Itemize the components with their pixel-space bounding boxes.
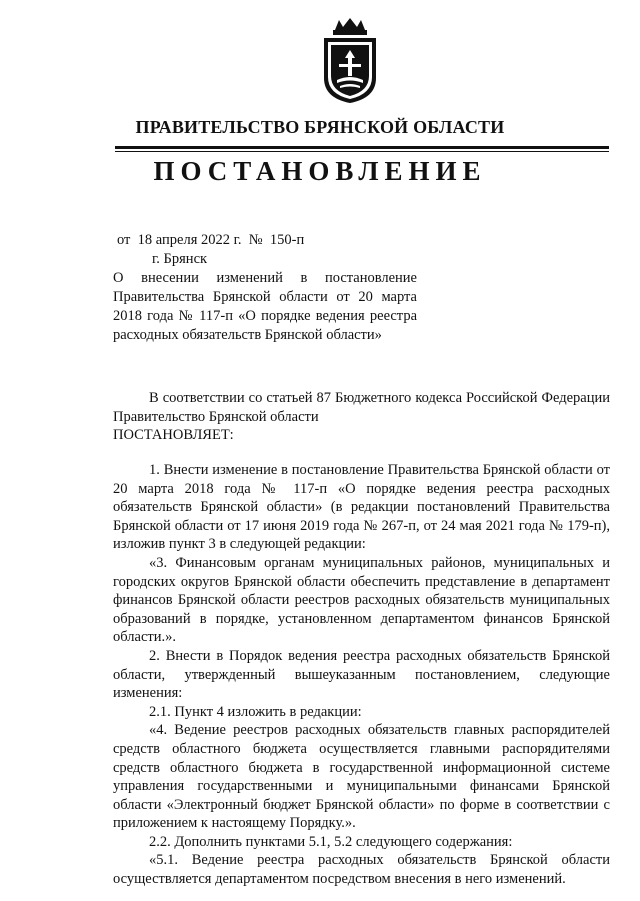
document-subject: О внесении изменений в постановление Правительства Брянской области от 20 марта 2018 года № 117-п «О порядке ведения реестра расходных обязательств Брянской области» bbox=[113, 270, 417, 343]
paragraph-2-1: 2.1. Пункт 4 изложить в редакции: bbox=[149, 703, 362, 720]
paragraph-quote-3: «3. Финансовым органам муниципальных районов, муниципальных и городских округов Брянской области обеспечить представление в департамент финансов Брянской области реестров расходных обязательств муниципальных образований в порядке, установленном департаментом финансов Брянской области.». bbox=[113, 554, 610, 646]
document-city: г. Брянск bbox=[152, 251, 208, 267]
paragraph-2-2: 2.2. Дополнить пунктами 5.1, 5.2 следующего содержания: bbox=[149, 833, 513, 850]
paragraph-quote-4: «4. Ведение реестров расходных обязательств главных распорядителей средств областного бюджета осуществляется главными распорядителями средств областного бюджета в государственной информационной системе управления государственными и муниципальными финансами Брянской области «Электронный бюджет Брянской области» по форме в соответствии с приложением к настоящему Порядку.». bbox=[113, 722, 610, 832]
document-body bbox=[113, 461, 610, 889]
paragraph-quote-5-1: «5.1. Ведение реестра расходных обязательств Брянской области осуществляется департаментом посредством внесения в него изменений. bbox=[113, 852, 610, 888]
header-rule-thick bbox=[115, 146, 609, 149]
paragraph-1: 1. Внести изменение в постановление Правительства Брянской области от 20 марта 2018 года № 117-п «О порядке ведения реестра расходных обязательств Брянской области» (в редакции постановлений Правительства Брянской области от 17 июня 2019 года № 267-п, от 24 мая 2021 года № 179-п), изложив пункт 3 в следующей редакции: bbox=[113, 462, 610, 553]
coat-of-arms-icon bbox=[321, 18, 379, 104]
resolves-heading: ПОСТАНОВЛЯЕТ: bbox=[113, 427, 234, 443]
document-type: ПОСТАНОВЛЕНИЕ bbox=[153, 156, 487, 186]
paragraph-2: 2. Внести в Порядок ведения реестра расходных обязательств Брянской области, утвержденный вышеуказанным постановлением, следующие изменения: bbox=[113, 647, 610, 702]
header-rule-thin bbox=[115, 151, 609, 152]
organization-name: ПРАВИТЕЛЬСТВО БРЯНСКОЙ ОБЛАСТИ bbox=[135, 117, 505, 137]
document-date-number: от 18 апреля 2022 г. № 150-п bbox=[117, 232, 305, 248]
preamble-paragraph: В соответствии со статьей 87 Бюджетного кодекса Российской Федерации Правительство Брянской области bbox=[113, 390, 610, 425]
